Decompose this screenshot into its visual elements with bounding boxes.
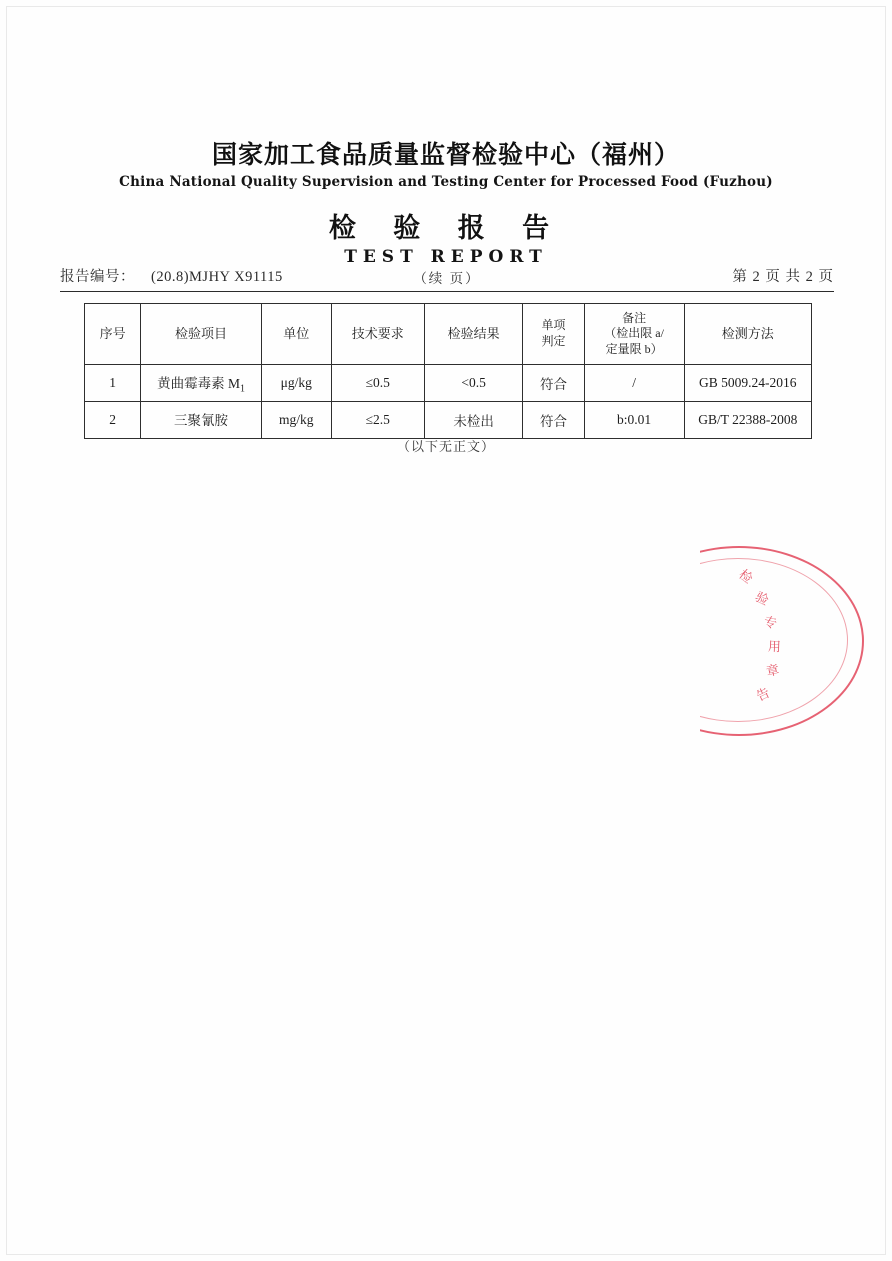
cell-requirement: ≤0.5 — [331, 365, 424, 402]
cell-item — [141, 365, 262, 402]
header-remark — [584, 304, 684, 365]
organization-name-cn: 国家加工食品质量监督检验中心（福州） — [211, 140, 680, 169]
cell-method: GB/T 22388-2008 — [684, 402, 811, 439]
seal-char: 检 — [735, 567, 756, 587]
table-header-row — [85, 304, 812, 365]
header-judgement-line2: 判定 — [541, 334, 566, 348]
seal-char: 专 — [761, 614, 779, 633]
cell-result: 未检出 — [424, 402, 522, 439]
report-meta-row — [60, 265, 834, 287]
cell-item-subscript: 1 — [240, 383, 245, 395]
table-row — [85, 402, 812, 439]
cell-item — [141, 402, 262, 439]
official-seal-stamp — [700, 546, 890, 736]
cell-requirement: ≤2.5 — [331, 402, 424, 439]
test-results-table — [84, 303, 812, 439]
seal-char: 告 — [754, 685, 773, 705]
header-no: 序号 — [85, 304, 141, 365]
header-unit: 单位 — [261, 304, 331, 365]
cell-unit: μg/kg — [261, 365, 331, 402]
seal-char: 用 — [767, 639, 782, 656]
report-number-label: 报告编号： — [60, 269, 135, 285]
seal-outer-ring — [700, 546, 864, 736]
header-remark-line2: （检出限 a/ — [604, 326, 664, 341]
header-requirement: 技术要求 — [331, 304, 424, 365]
header-remark-line1: 备注 — [622, 310, 647, 325]
cell-result: <0.5 — [424, 365, 522, 402]
cell-no: 1 — [85, 365, 141, 402]
report-title-en: TEST REPORT — [344, 247, 548, 267]
cell-no: 2 — [85, 402, 141, 439]
report-number-value: (20.8)MJHY X91115 — [151, 269, 283, 285]
header-item: 检验项目 — [141, 304, 262, 365]
cell-judgement: 符合 — [523, 365, 584, 402]
header-result: 检验结果 — [424, 304, 522, 365]
header-remark-line3: 定量限 b） — [605, 341, 663, 356]
page-info: 第 2 页 共 2 页 — [732, 269, 834, 285]
table-row — [85, 365, 812, 402]
cell-judgement: 符合 — [523, 402, 584, 439]
header-divider — [60, 291, 834, 292]
seal-text — [726, 560, 846, 720]
seal-char: 验 — [752, 589, 771, 609]
report-title-cn: 检 验 报 告 — [328, 213, 564, 244]
continued-note: （续 页） — [413, 271, 481, 286]
end-of-text-note: （以下无正文） — [396, 439, 495, 454]
cell-item-text: 三聚氰胺 — [174, 412, 229, 428]
cell-unit: mg/kg — [261, 402, 331, 439]
cell-remark: / — [584, 365, 684, 402]
report-number — [60, 265, 283, 286]
cell-method: GB 5009.24-2016 — [684, 365, 811, 402]
seal-inner-ring — [700, 558, 848, 722]
cell-item-text: 黄曲霉毒素 M — [157, 375, 240, 391]
header-judgement — [523, 304, 584, 365]
organization-name-en: China National Quality Supervision and Testing Center for Processed Food (Fuzhou) — [119, 174, 773, 190]
seal-char: 章 — [764, 662, 781, 681]
header-judgement-line1: 单项 — [541, 318, 566, 333]
header-method: 检测方法 — [684, 304, 811, 365]
cell-remark: b:0.01 — [584, 402, 684, 439]
document-header — [0, 140, 892, 267]
